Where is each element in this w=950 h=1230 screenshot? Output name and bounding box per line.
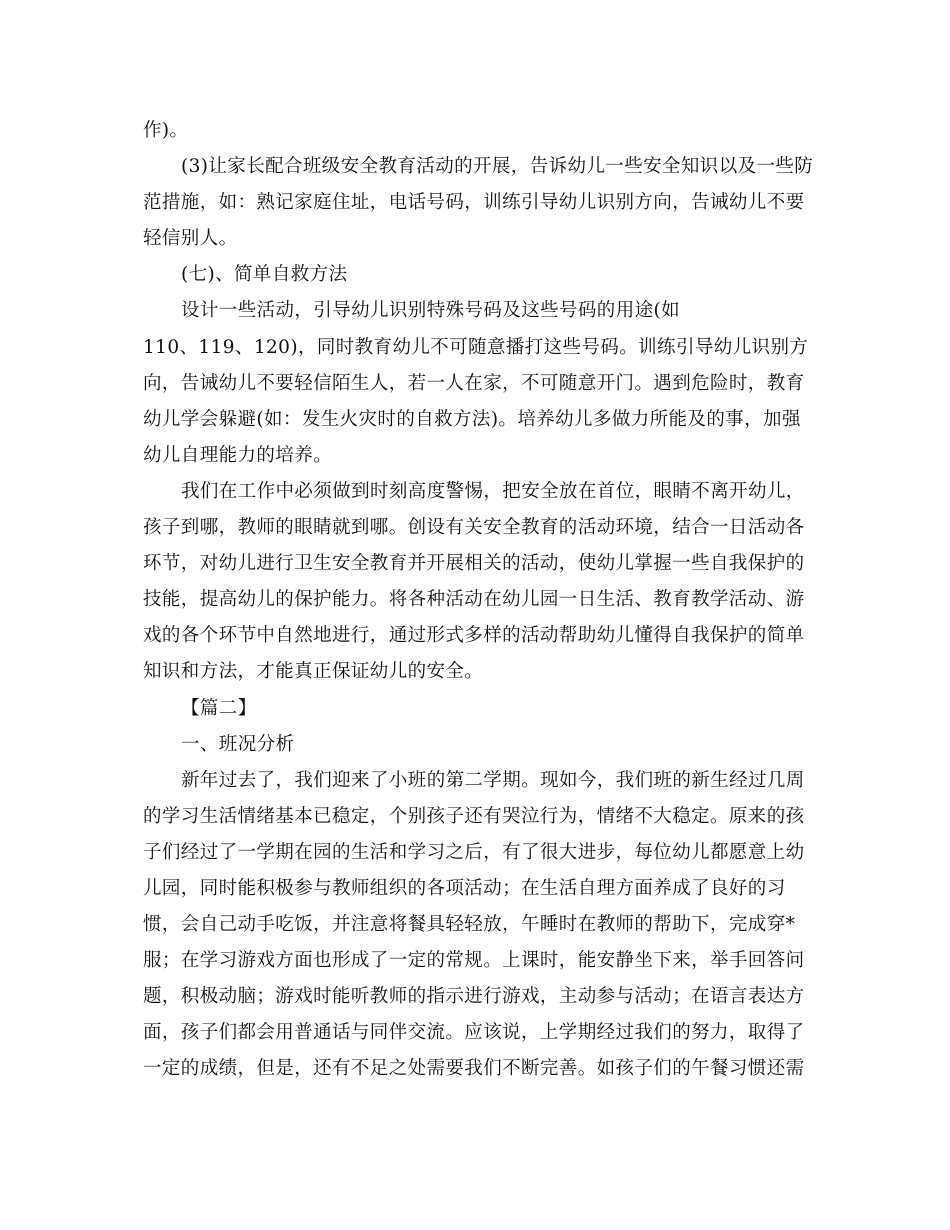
- text-line: 幼儿学会躲避(如：发生火灾时的自救方法)。培养幼儿多做力所能及的事，加强: [143, 408, 801, 430]
- text-line: 戏的各个环节中自然地进行，通过形式多样的活动帮助幼儿懂得自我保护的简单: [143, 625, 805, 647]
- text-line: 儿园，同时能积极参与教师组织的各项活动；在生活自理方面养成了良好的习: [143, 877, 786, 899]
- text-line: 惯，会自己动手吃饭，并注意将餐具轻轻放，午睡时在教师的帮助下，完成穿*: [143, 914, 796, 936]
- text-line: 110、119、120)，同时教育幼儿不可随意播打这些号码。训练引导幼儿识别方: [143, 336, 809, 358]
- text-line: 范措施，如：熟记家庭住址，电话号码，训练引导幼儿识别方向，告诫幼儿不要: [143, 192, 805, 214]
- text-line: 环节，对幼儿进行卫生安全教育并开展相关的活动，使幼儿掌握一些自我保护的: [143, 553, 805, 575]
- text-line: 幼儿自理能力的培养。: [143, 444, 333, 466]
- text-line: 服；在学习游戏方面也形成了一定的常规。上课时，能安静坐下来，举手回答问: [143, 950, 805, 972]
- text-line: 面，孩子们都会用普通话与同伴交流。应该说，上学期经过我们的努力，取得了: [143, 1022, 805, 1044]
- text-line: 的学习生活情绪基本已稳定，个别孩子还有哭泣行为，情绪不大稳定。原来的孩: [143, 805, 805, 827]
- text-line: 一定的成绩，但是，还有不足之处需要我们不断完善。如孩子们的午餐习惯还需: [143, 1058, 805, 1080]
- text-line: 技能，提高幼儿的保护能力。将各种活动在幼儿园一日生活、教育教学活动、游: [143, 589, 805, 611]
- text-line: 题，积极动脑；游戏时能听教师的指示进行游戏，主动参与活动；在语言表达方: [143, 986, 805, 1008]
- text-line: 新年过去了，我们迎来了小班的第二学期。现如今，我们班的新生经过几周: [181, 769, 805, 791]
- text-line: 轻信别人。: [143, 228, 238, 250]
- text-line: 设计一些活动，引导幼儿识别特殊号码及这些号码的用途(如: [181, 300, 681, 322]
- section-heading: (七)、简单自救方法: [181, 264, 348, 286]
- text-line: (3)让家长配合班级安全教育活动的开展，告诉幼儿一些安全知识以及一些防: [181, 156, 814, 178]
- text-line: 向，告诫幼儿不要轻信陌生人，若一人在家，不可随意开门。遇到危险时，教育: [143, 372, 805, 394]
- section-heading: 一、班况分析: [181, 733, 295, 755]
- text-line: 作)。: [143, 120, 189, 141]
- text-line: 知识和方法，才能真正保证幼儿的安全。: [143, 661, 484, 683]
- text-line: 孩子到哪，教师的眼睛就到哪。创设有关安全教育的活动环境，结合一日活动各: [143, 517, 805, 539]
- text-line: 我们在工作中必须做到时刻高度警惕，把安全放在首位，眼睛不离开幼儿，: [181, 480, 805, 502]
- document-body: [143, 113, 823, 1088]
- text-line: 子们经过了一学期在园的生活和学习之后，有了很大进步，每位幼儿都愿意上幼: [143, 841, 805, 863]
- part-heading: 【篇二】: [181, 697, 257, 719]
